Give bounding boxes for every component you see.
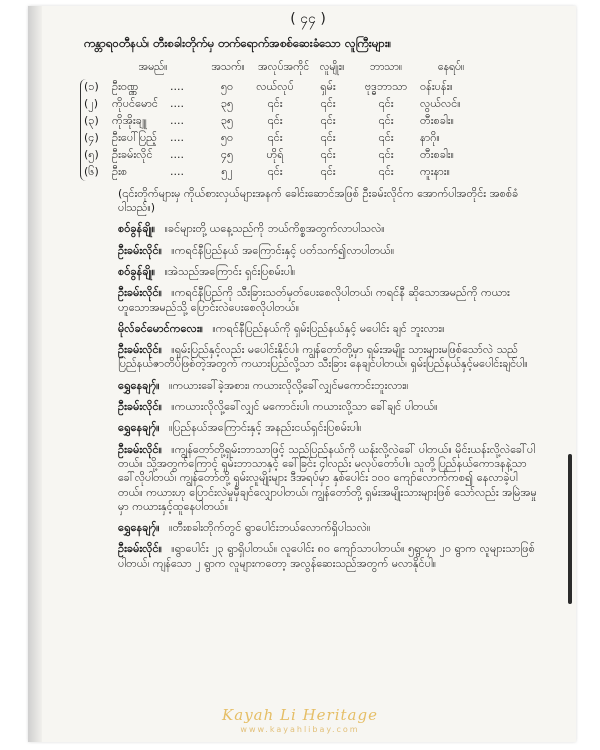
row-age: ၅၀ bbox=[220, 80, 234, 94]
row-job: ၎င်း bbox=[267, 165, 283, 179]
dialogue-paragraph bbox=[118, 222, 538, 236]
row-number: (၅) bbox=[84, 148, 99, 162]
dialogue-text: ။အဲသည်အကြောင်း ရှင်းပြစမ်းပါ။ bbox=[164, 264, 296, 278]
row-dots: .... bbox=[170, 97, 184, 111]
row-religion: ၎င်း bbox=[378, 97, 394, 111]
row-race: ရှမ်း bbox=[320, 80, 336, 94]
row-job: လယ်လုပ် bbox=[256, 80, 294, 94]
row-number: (၃) bbox=[84, 114, 99, 128]
row-dots: .... bbox=[170, 148, 184, 162]
row-name: ဦးဝဏ္ဏ bbox=[112, 80, 139, 94]
row-job: ၎င်း bbox=[267, 131, 283, 145]
row-race: ၎င်း bbox=[320, 131, 336, 145]
table-row bbox=[84, 96, 538, 113]
dialogue-paragraph bbox=[118, 343, 538, 372]
row-place: ဝန်းပန်း။ bbox=[420, 80, 453, 94]
row-job: ၎င်း bbox=[267, 114, 283, 128]
row-job: ဟိုရ် bbox=[266, 148, 284, 162]
row-age: ၅၂ bbox=[221, 165, 233, 179]
speaker-name: ဦးခမ်းလိုင်။ bbox=[118, 343, 162, 357]
dialogue-paragraph bbox=[118, 421, 538, 435]
table-row bbox=[84, 130, 538, 147]
row-name: ဦးခမ်းလိုင် bbox=[112, 148, 153, 162]
row-number: (၁) bbox=[84, 80, 99, 94]
column-race: လူမျိုး။ bbox=[319, 61, 345, 74]
page-content bbox=[84, 6, 538, 571]
column-place: နေရပ်။ bbox=[437, 61, 465, 74]
row-age: ၃၅ bbox=[220, 97, 234, 111]
row-race: ၎င်း bbox=[320, 114, 336, 128]
speaker-name: ရွှေနေချ၇်။ bbox=[118, 378, 160, 392]
speaker-name: ဦးခမ်းလိုင်။ bbox=[118, 442, 162, 456]
row-dots: .... bbox=[170, 114, 184, 128]
row-place: နာဂို။ bbox=[420, 131, 440, 145]
watermark-url: www.kayahlibay.com bbox=[240, 725, 360, 734]
dialogue-text: ။ကရင်နီပြည်နယ် အကြောင်းနှင့် ပတ်သက်၍လာပါတယ်။ bbox=[171, 243, 395, 257]
dialogue-paragraph bbox=[118, 322, 538, 336]
row-race: ၎င်း bbox=[320, 148, 336, 162]
dialogue-paragraph bbox=[118, 244, 538, 258]
row-age: ၃၅ bbox=[220, 114, 234, 128]
dialogue-paragraph bbox=[118, 379, 538, 393]
row-religion: ၎င်း bbox=[378, 131, 394, 145]
row-number: (၄) bbox=[84, 131, 99, 145]
table-row bbox=[84, 147, 538, 164]
row-bracket bbox=[80, 79, 89, 181]
speaker-name: စဝ်ခွန်ချို။ bbox=[118, 264, 156, 278]
dialogue-text: ။ရှမ်းပြည်နှင့်လည်း မပေါင်းနိုင်ပါ၊ ကျွန်တော်တို့မှာ ရှမ်းအမျိုး သားများမဖြစ်သော်လဲ သည်ပြည်နယ်ဇာတိပ်ဖြစ်တဲ့အတွက် ကယားပြည်လို့သာ သီးခြား နေချင်ပါတယ်၊ ရှမ်းပြည်နယ်နှင့်မပေါင်းချင်ပါ။ bbox=[118, 343, 528, 371]
speaker-name: ဦးခမ်းလိုင်။ bbox=[118, 243, 162, 257]
dialogue-paragraph bbox=[118, 443, 538, 514]
row-number: (၂) bbox=[84, 97, 98, 111]
speaker-name: ရွှေနေချ၇်။ bbox=[118, 521, 160, 535]
row-dots: .... bbox=[170, 80, 184, 94]
row-name: ကိုအိုးချူ bbox=[112, 114, 147, 128]
dialogue-paragraph bbox=[118, 521, 538, 535]
row-place: လွယ်လင်။ bbox=[420, 97, 461, 111]
row-name: ဦးစ bbox=[112, 165, 128, 179]
table-row bbox=[84, 113, 538, 130]
speaker-name: ရွှေနေချ၇်။ bbox=[118, 421, 160, 435]
column-job: အလုပ်အကိုင် bbox=[258, 61, 310, 74]
row-number: (၆) bbox=[84, 165, 99, 179]
document-title: ကန္တာရဝတီနယ်၊ တီးစခါးတိုက်မှ တက်ရောက်အစစ်ဆေးခံသော လူကြီးများ။ bbox=[84, 36, 392, 51]
row-race: ၎င်း bbox=[320, 97, 336, 111]
dialogue-paragraph bbox=[118, 286, 538, 315]
row-religion: ဗုဒ္ဓဘာသာ bbox=[364, 80, 408, 94]
dialogue-text: ။ကျွန်တော်တို့ရှမ်းဘာသာဖြင့် သည်ပြည်နယ်ကို ယန်းလို့လဲခေါ် ပါတယ်။ မိုင်းယန်းလို့လဲခေါ်ပါတယ်။ သို့အတွက်ကြောင့် ရှမ်းဘာသာနှင့် ခေါ်ခြင်း ၄ါလည်း မလုပ်တော်ပါ။ သူတို့ပြည်နယ်ကောဒနနဲ့သာ ခေါ်လိုပါတယ်၊ ကျွန်တော်တို့ ရှမ်းလူမျိုးများ ဒီအရပ်မှာ နှစ်ပေါင်း ၁၀၀ ကျော်လောက်ကစ၍ နေလာခဲ့ပါတယ်။ ကယားဟု ပြောင်းလဲမှုမှီချင်လျှောပါတယ်၊ ကျွန်တော်တို့ ရှမ်းအမျိုးသားများဖြစ် သော်လည်း အမြဲအမှုမှာ ကယားနှင့်ထူနေပါတယ်။ bbox=[118, 442, 537, 513]
speaker-name: ဦးခမ်းလိုင်။ bbox=[118, 400, 162, 414]
attendee-table bbox=[84, 79, 538, 181]
row-job: ၎င်း bbox=[267, 97, 283, 111]
dialogue-text: ။ကယားလိုလို့ခေါ်လျှင် မကောင်းပါ၊ ကယားလို့သာ ခေါ်ချင် ပါတယ်။ bbox=[171, 400, 438, 414]
speaker-name: မိုလ်ခင်မောင်ကလေး။ bbox=[118, 321, 203, 335]
dialogue-text: ။ခင်များတို့ ယနေ့သည်ကို ဘယ်ကိစ္စအတွက်လာပါသလဲ။ bbox=[164, 222, 385, 236]
dialogue-text: ။ကရင်နီပြည်နယ်ကို ရှမ်းပြည်နယ်နှင့် မပေါင်း ချင် ဘူးလား။ bbox=[212, 321, 445, 335]
dialogue-paragraph bbox=[118, 265, 538, 279]
row-name: ကိုပင်မောင် bbox=[112, 97, 159, 111]
dialogue-paragraph bbox=[118, 542, 538, 571]
speaker-name: စဝ်ခွန်ချို။ bbox=[118, 222, 156, 236]
watermark-logo-text: Kayah Li Heritage bbox=[222, 706, 378, 724]
testimony-note: (၎င်းတိုက်များမှ ကိုယ်စားလှယ်များအနက် ခေါင်းဆောင်အဖြစ် ဦးခမ်းလိုင်က အောက်ပါအတိုင်း အစစ်ခံပါသည်။) bbox=[118, 186, 519, 215]
row-dots: .... bbox=[170, 131, 184, 145]
row-name: ဦးပေါ်ပြည့် bbox=[112, 131, 157, 145]
row-religion: ၎င်း bbox=[378, 148, 394, 162]
page-number: ( ၄၄ ) bbox=[290, 11, 326, 27]
row-age: ၅၀ bbox=[220, 131, 234, 145]
dialogue-text: ။တီးစခါးတိုက်တွင် ရွာပေါင်းဘယ်လောက်ရှိပါသလဲ။ bbox=[169, 521, 371, 535]
dialogue-text: ။ကရင်နီပြည်ကို သီးခြားသတ်မှတ်ပေးစေလိုပါတယ်၊ ကရင်နီ ဆိုသောအမည်ကို ကယားဟူသောအမည်သို့ ပြောင်းလဲပေးစေလိုပါတယ်။ bbox=[118, 286, 510, 314]
column-religion: ဘာသာ။ bbox=[369, 61, 403, 74]
table-row bbox=[84, 164, 538, 181]
row-race: ၎င်း bbox=[320, 165, 336, 179]
row-dots: .... bbox=[170, 165, 184, 179]
dialogue-paragraph bbox=[118, 400, 538, 414]
table-header bbox=[108, 61, 538, 75]
page-spine bbox=[28, 6, 42, 742]
row-religion: ၎င်း bbox=[378, 114, 394, 128]
dialogue-text: ။ရွာပေါင်း ၂၃ ရွာရှိပါတယ်။ လူပေါင်း ၈၀ ကျော်သာပါတယ်။ ၅ရွာမှာ ၂၀ ရွာက လူများသာဖြစ်ပါတယ်၊ ကျန်သော ၂ ရွာက လူများကတော့ အလွန်ဆေးသည်အတွက် မလာနိုင်ပါ။ bbox=[118, 542, 535, 570]
speaker-name: ဦးခမ်းလိုင်။ bbox=[118, 286, 162, 300]
dialogue-text: ။ပြည်နယ်အကြောင်းနှင့် အနည်းငယ်ရှင်းပြစမ်းပါ။ bbox=[169, 421, 362, 435]
row-religion: ၎င်း bbox=[378, 165, 394, 179]
table-row bbox=[84, 79, 538, 96]
scan-edge-mark bbox=[568, 454, 572, 604]
dialogue-text: ။ကယားခေါ်ခဲ့အစား၊ ကယားလိုလို့ခေါ်လျှင်မကောင်းဘူးလား။ bbox=[169, 378, 409, 392]
row-age: ၄၅ bbox=[220, 148, 234, 162]
speaker-name: ဦးခမ်းလိုင်။ bbox=[118, 542, 162, 556]
column-age: အသက်။ bbox=[211, 61, 245, 74]
scanned-page bbox=[28, 6, 576, 742]
row-place: တီးစခါး။ bbox=[420, 114, 454, 128]
column-name: အမည်။ bbox=[138, 61, 168, 74]
row-place: ကူးနား။ bbox=[420, 165, 450, 179]
row-place: တီးစခါး။ bbox=[420, 148, 454, 162]
